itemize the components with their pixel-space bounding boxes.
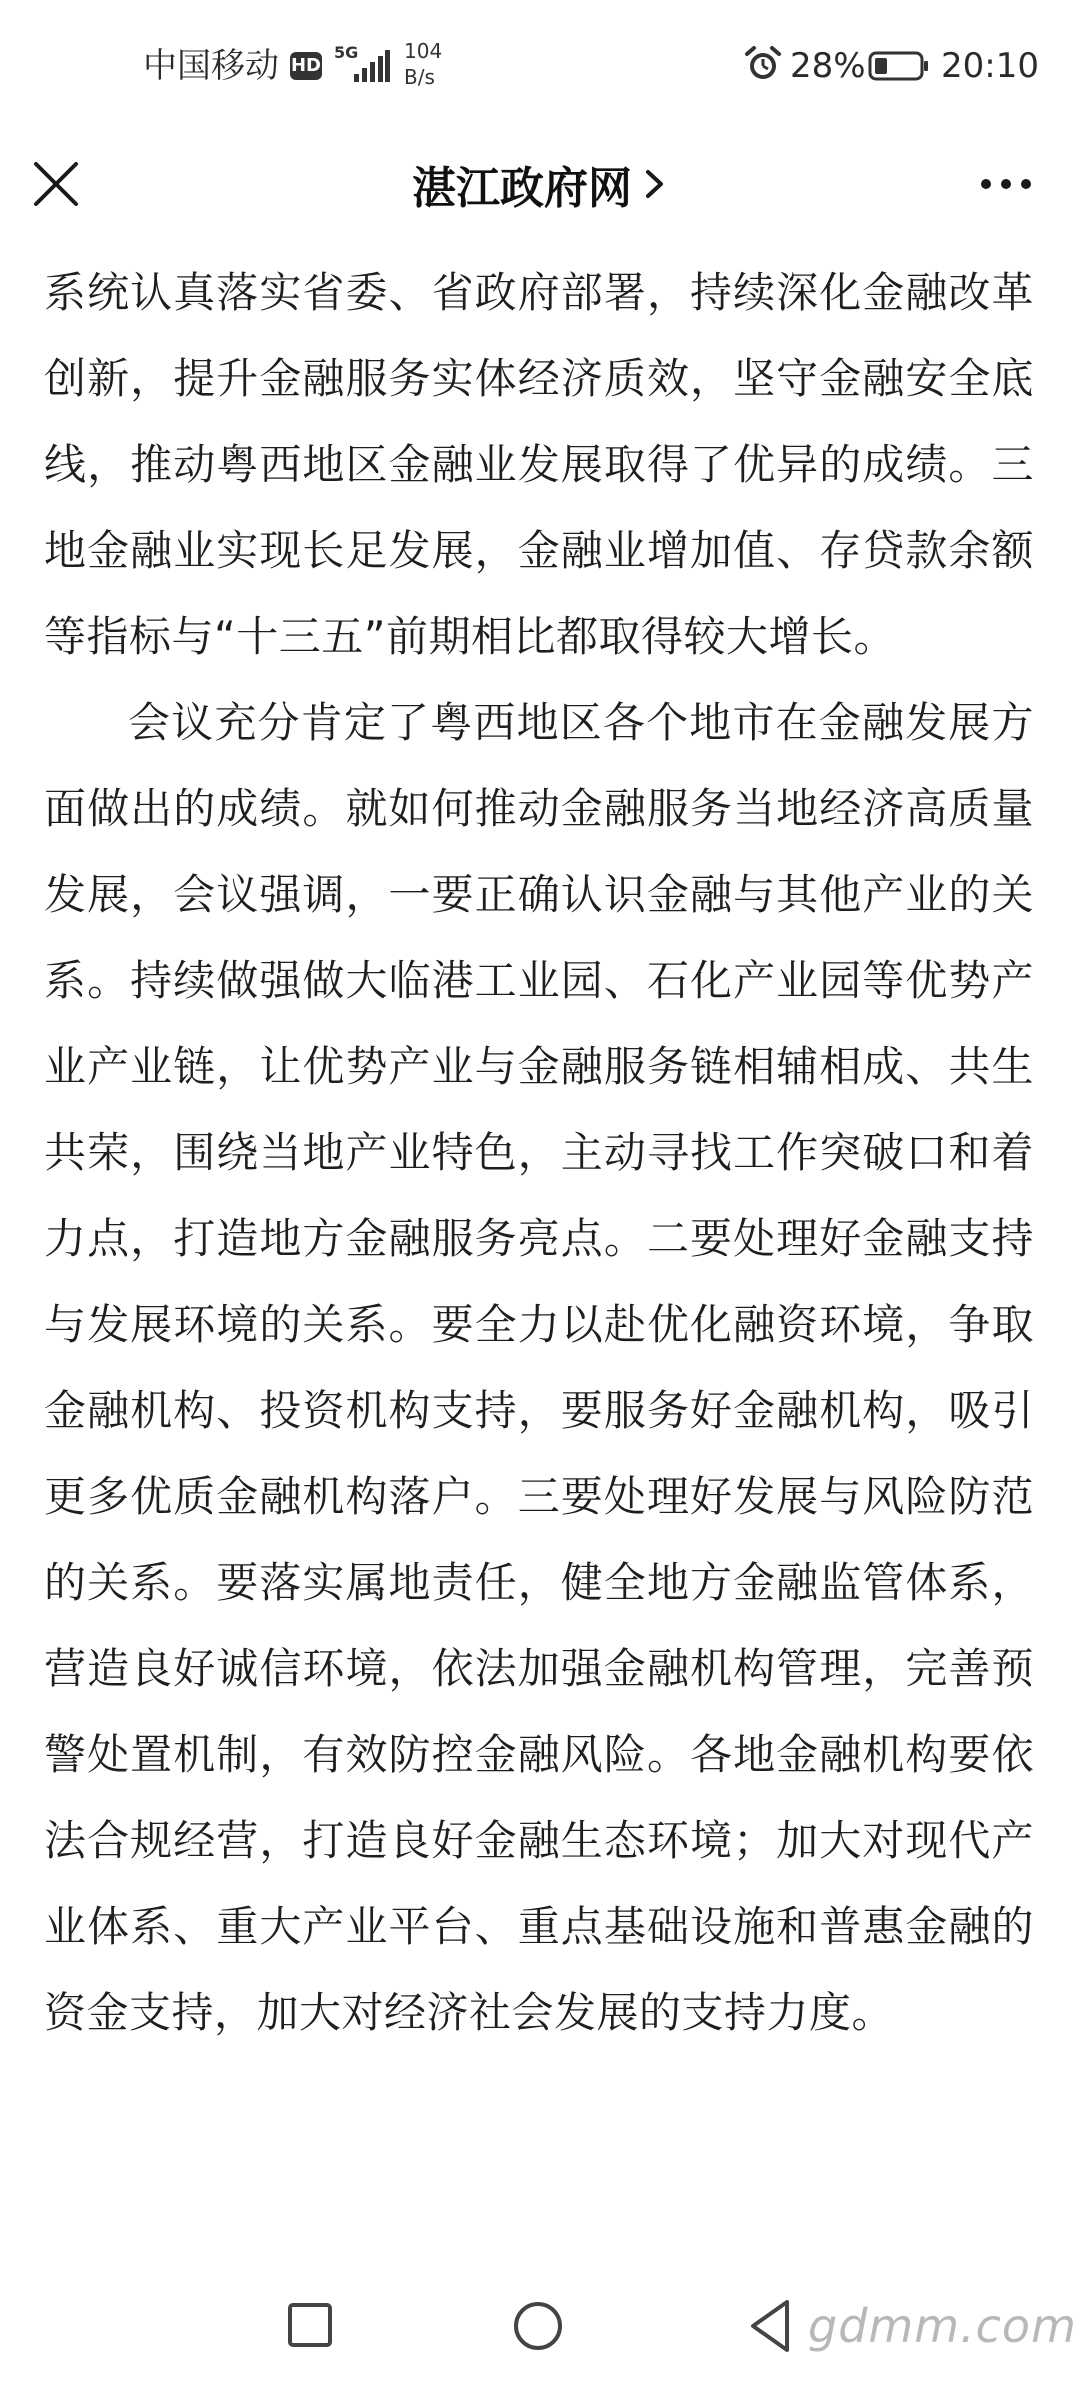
- status-time: 20:10: [941, 46, 1039, 86]
- chevron-right-icon: [642, 166, 668, 202]
- close-icon[interactable]: [26, 154, 86, 214]
- alarm-icon: [743, 44, 783, 84]
- system-nav-bar: [0, 2270, 1080, 2400]
- network-speed-unit: B/s: [404, 65, 435, 89]
- recent-apps-icon[interactable]: [285, 2300, 335, 2350]
- back-icon[interactable]: [745, 2296, 795, 2356]
- page-title-link[interactable]: [290, 132, 790, 236]
- page-header: [0, 132, 1080, 236]
- network-speed: [404, 38, 442, 90]
- network-speed-value: 104: [404, 39, 443, 63]
- battery-icon: [868, 50, 930, 82]
- page-title: 湛江政府网: [412, 163, 632, 214]
- article-paragraph: 系统认真落实省委、省政府部署，持续深化金融改革创新，提升金融服务实体经济质效，坚守金融安全底线，推动粤西地区金融业发展取得了优异的成绩。三地金融业实现长足发展，金融业增加值、存贷款余额等指标与“十三五”前期相比都取得较大增长。: [44, 268, 1034, 661]
- hd-icon: HD: [290, 52, 322, 80]
- carrier-name: 中国移动: [143, 46, 279, 86]
- article-paragraph: 会议充分肯定了粤西地区各个地市在金融发展方面做出的成绩。就如何推动金融服务当地经济高质量发展，会议强调，一要正确认识金融与其他产业的关系。持续做强做大临港工业园、石化产业园等优势产业产业链，让优势产业与金融服务链相辅相成、共生共荣，围绕当地产业特色，主动寻找工作突破口和着力点，打造地方金融服务亮点。二要处理好金融支持与发展环境的关系。要全力以赴优化融资环境，争取金融机构、投资机构支持，要服务好金融机构，吸引更多优质金融机构落户。三要处理好发展与风险防范的关系。要落实属地责任，健全地方金融监管体系，营造良好诚信环境，依法加强金融机构管理，完善预警处置机制，有效防控金融风险。各地金融机构要依法合规经营，打造良好金融生态环境；加大对现代产业体系、重大产业平台、重点基础设施和普惠金融的资金支持，加大对经济社会发展的支持力度。: [44, 698, 1034, 2037]
- home-icon[interactable]: [510, 2298, 566, 2354]
- network-type: 5G: [334, 43, 359, 62]
- battery-percent: 28%: [790, 46, 866, 86]
- watermark-text: gdmm.com: [808, 2299, 1077, 2353]
- more-icon[interactable]: [976, 164, 1036, 204]
- signal-icon: [352, 50, 390, 82]
- article-body: [44, 250, 1034, 2056]
- status-bar: [0, 0, 1080, 132]
